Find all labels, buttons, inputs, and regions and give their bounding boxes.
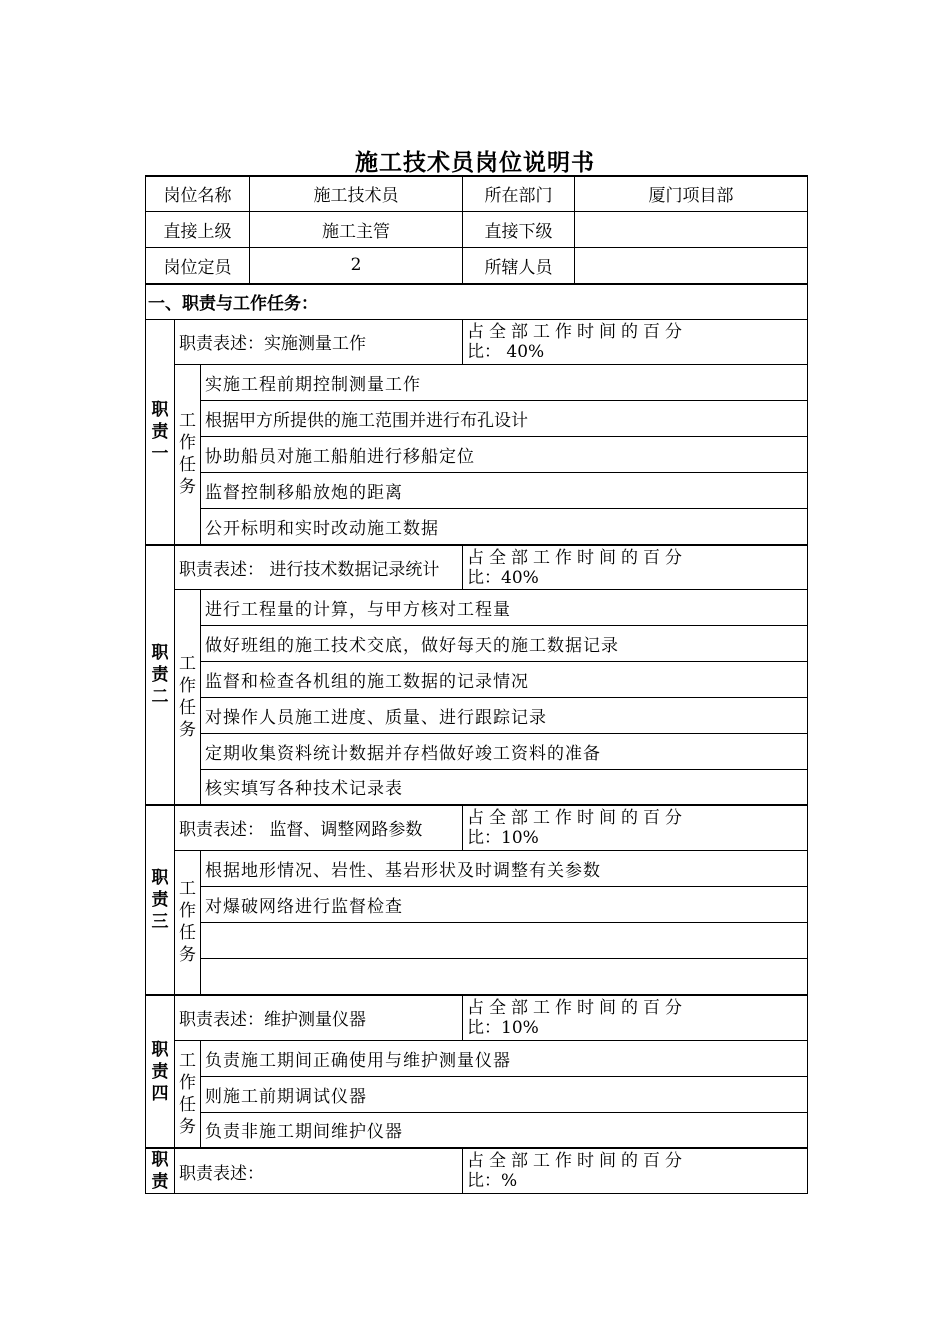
duty-2-task-6: 核实填写各种技术记录表 <box>201 769 808 805</box>
section-title: 一、职责与工作任务： <box>146 284 808 319</box>
percent-caption: 占全部工作时间的百分 <box>467 548 687 568</box>
duty-1-task-4: 监督控制移船放炮的距离 <box>201 472 808 508</box>
duty-2-task-5: 定期收集资料统计数据并存档做好竣工资料的准备 <box>201 733 808 769</box>
percent-caption: 占全部工作时间的百分 <box>467 321 687 342</box>
position-name-label: 岗位名称 <box>146 176 250 211</box>
duty-label-char: 责 <box>151 1172 169 1192</box>
duty-4-task-2: 则施工前期调试仪器 <box>201 1076 808 1112</box>
direct-subordinate-label: 直接下级 <box>463 211 575 247</box>
duty-4-task-1: 负责施工期间正确使用与维护测量仪器 <box>201 1040 808 1076</box>
percent-caption: 占全部工作时间的百分 <box>467 998 687 1018</box>
duty-label-char: 三 <box>151 912 169 932</box>
task-label-char: 务 <box>179 945 196 966</box>
duty-2-task-3: 监督和检查各机组的施工数据的记录情况 <box>201 661 808 697</box>
duty-3-task-3 <box>201 922 808 958</box>
direct-subordinate-value <box>575 211 808 247</box>
duty-1-task-label <box>175 364 201 545</box>
task-label-char: 任 <box>179 697 196 718</box>
duty-label-char: 职 <box>151 868 169 888</box>
duty-1-task-3: 协助船员对施工船舶进行移船定位 <box>201 436 808 472</box>
task-label-char: 务 <box>179 1116 196 1137</box>
duty-label-char: 职 <box>151 399 169 420</box>
duty-label-char: 一 <box>151 443 169 464</box>
duty-2-label <box>146 545 175 805</box>
percent-value: 比：10% <box>467 828 539 848</box>
duty-4-time-percent <box>463 995 808 1040</box>
task-label-char: 任 <box>179 455 196 476</box>
department-label: 所在部门 <box>463 176 575 211</box>
duty-5-statement: 职责表述： <box>175 1148 463 1194</box>
duty-label-char: 职 <box>151 1039 169 1060</box>
subordinates-label: 所辖人员 <box>463 247 575 284</box>
duty-label-char: 责 <box>151 1061 169 1082</box>
task-label-char: 作 <box>179 433 196 454</box>
page-title: 施工技术员岗位说明书 <box>355 150 595 176</box>
duty-1-task-2: 根据甲方所提供的施工范围并进行布孔设计 <box>201 400 808 436</box>
duty-5-time-percent <box>463 1148 808 1194</box>
direct-superior-label: 直接上级 <box>146 211 250 247</box>
percent-value: 比：10% <box>467 1018 539 1038</box>
headcount-value: 2 <box>250 247 463 284</box>
duty-2-task-2: 做好班组的施工技术交底，做好每天的施工数据记录 <box>201 625 808 661</box>
duty-3-time-percent <box>463 805 808 850</box>
duty-5-label <box>146 1148 175 1194</box>
duty-label-char: 责 <box>151 665 169 685</box>
duty-label-char: 职 <box>151 643 169 663</box>
task-label-char: 工 <box>179 653 196 674</box>
position-name-value: 施工技术员 <box>250 176 463 211</box>
duty-2-task-label <box>175 589 201 805</box>
duty-label-char: 二 <box>151 687 169 707</box>
department-value: 厦门项目部 <box>575 176 808 211</box>
duty-label-char: 责 <box>151 421 169 442</box>
duty-4-task-label <box>175 1040 201 1148</box>
duty-2-task-4: 对操作人员施工进度、质量、进行跟踪记录 <box>201 697 808 733</box>
task-label-char: 作 <box>179 675 196 696</box>
percent-value: 比： 40% <box>467 341 545 362</box>
task-label-char: 务 <box>179 477 196 498</box>
duty-label-char: 四 <box>151 1083 169 1104</box>
duty-3-task-label <box>175 850 201 995</box>
duty-2-task-1: 进行工程量的计算，与甲方核对工程量 <box>201 589 808 625</box>
duty-1-time-percent <box>463 319 808 364</box>
duty-1-statement: 职责表述：实施测量工作 <box>175 319 463 364</box>
duty-3-statement: 职责表述： 监督、调整网路参数 <box>175 805 463 850</box>
task-label-char: 任 <box>179 923 196 944</box>
percent-caption: 占全部工作时间的百分 <box>467 808 687 828</box>
percent-value: 比：40% <box>467 568 539 588</box>
task-label-char: 作 <box>179 901 196 922</box>
headcount-label: 岗位定员 <box>146 247 250 284</box>
duty-4-task-3: 负责非施工期间维护仪器 <box>201 1112 808 1148</box>
duty-label-char: 职 <box>151 1150 169 1170</box>
duty-label-char: 责 <box>151 890 169 910</box>
subordinates-value <box>575 247 808 284</box>
duty-3-label <box>146 805 175 995</box>
task-label-char: 务 <box>179 719 196 740</box>
duty-3-task-2: 对爆破网络进行监督检查 <box>201 886 808 922</box>
percent-value: 比：% <box>467 1171 518 1191</box>
percent-caption: 占全部工作时间的百分 <box>467 1151 687 1171</box>
duty-1-task-5: 公开标明和实时改动施工数据 <box>201 508 808 545</box>
duty-1-task-1: 实施工程前期控制测量工作 <box>201 364 808 400</box>
duty-2-statement: 职责表述： 进行技术数据记录统计 <box>175 545 463 589</box>
duty-1-label <box>146 319 175 545</box>
duty-4-label <box>146 995 175 1148</box>
task-label-char: 工 <box>179 411 196 432</box>
duty-3-task-1: 根据地形情况、岩性、基岩形状及时调整有关参数 <box>201 850 808 886</box>
job-description-table <box>145 175 808 1194</box>
task-label-char: 工 <box>179 1050 196 1071</box>
direct-superior-value: 施工主管 <box>250 211 463 247</box>
duty-3-task-4 <box>201 958 808 995</box>
task-label-char: 任 <box>179 1094 196 1115</box>
task-label-char: 工 <box>179 879 196 900</box>
task-label-char: 作 <box>179 1072 196 1093</box>
duty-2-time-percent <box>463 545 808 589</box>
duty-4-statement: 职责表述：维护测量仪器 <box>175 995 463 1040</box>
